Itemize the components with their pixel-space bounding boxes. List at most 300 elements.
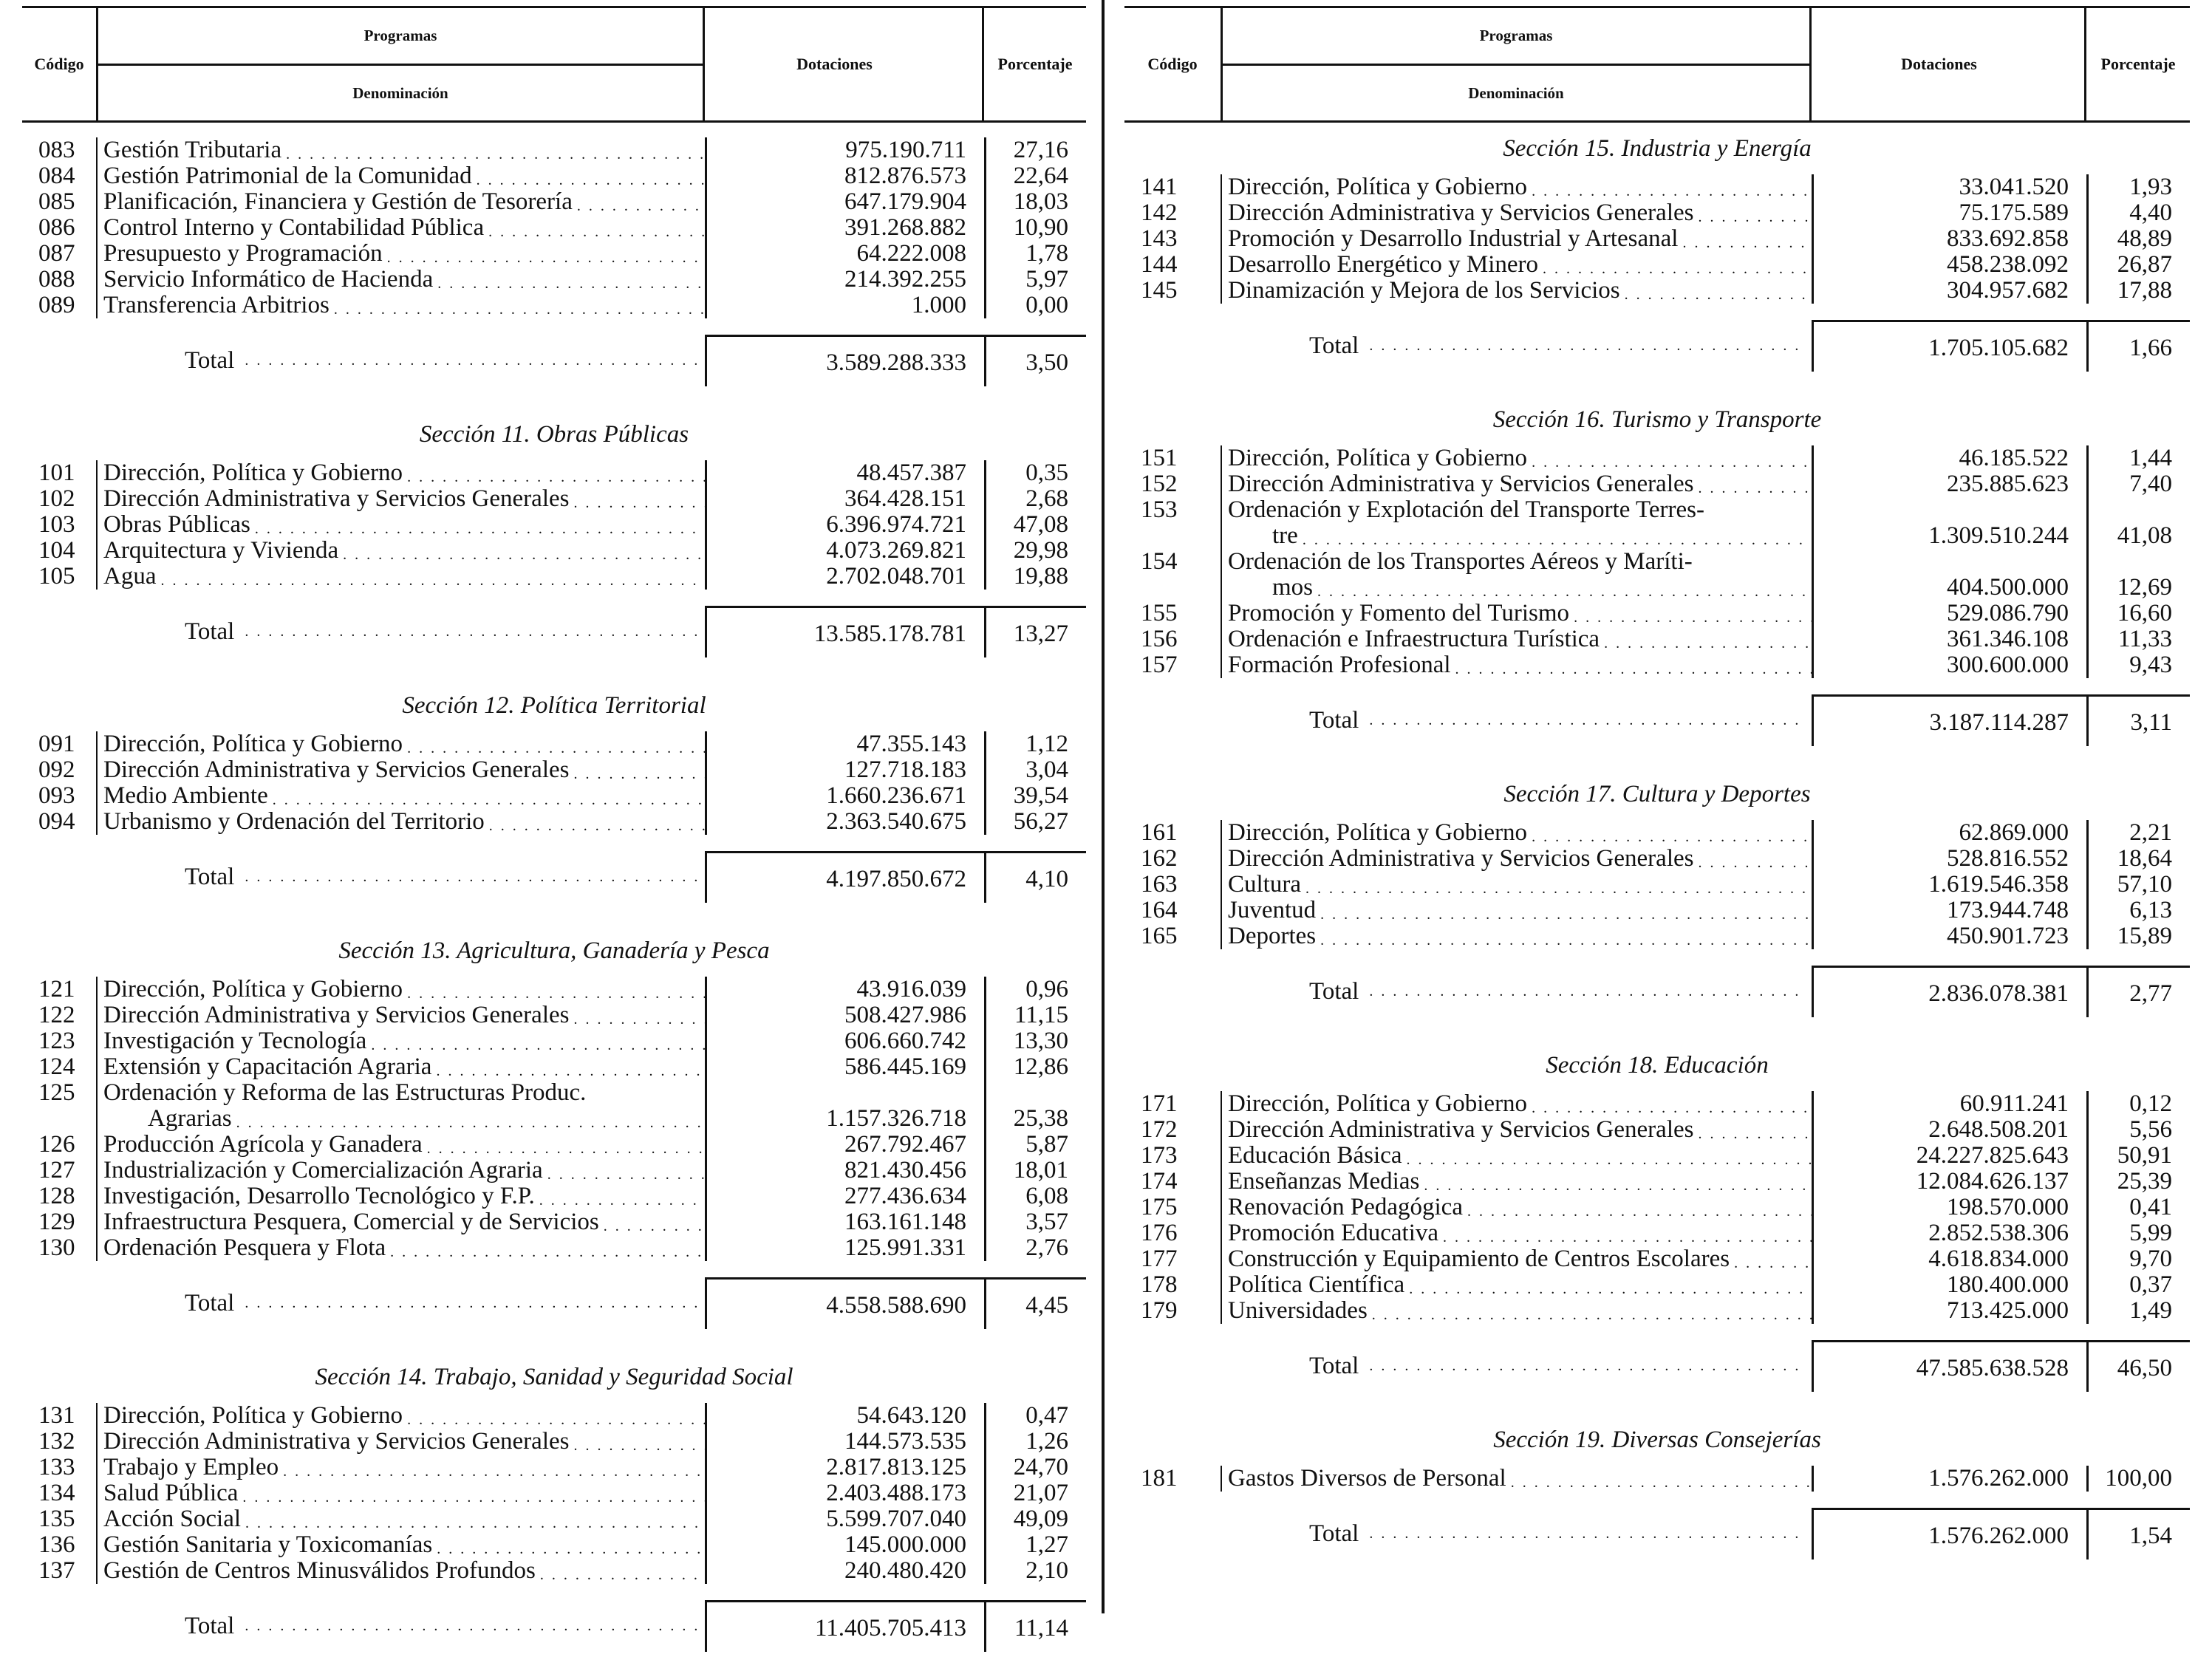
- allocation-amount: 975.190.711: [705, 137, 984, 163]
- program-name-cell: [96, 163, 705, 189]
- section-title: Sección 17. Cultura y Deportes: [1503, 781, 1811, 807]
- allocation-amount: 2.363.540.675: [705, 809, 984, 835]
- program-code: 133: [38, 1454, 75, 1480]
- program-name: Dirección Administrativa y Servicios Generales: [1228, 200, 1694, 226]
- dot-leader: [437, 1540, 705, 1558]
- table-row: [1124, 174, 2190, 200]
- percentage-value: 9,43: [2086, 652, 2190, 678]
- program-name: Trabajo y Empleo: [103, 1455, 279, 1480]
- allocation-amount: 1.309.510.244: [1812, 523, 2086, 549]
- percentage-value: 16,60: [2086, 601, 2190, 626]
- allocation-amount: 127.718.183: [705, 757, 984, 783]
- total-label: Total: [1309, 1520, 1359, 1547]
- program-name-cell: [1221, 445, 1812, 471]
- total-amount: 13.585.178.781: [705, 606, 984, 657]
- program-code: 136: [38, 1531, 75, 1558]
- percentage-value: 1,93: [2086, 174, 2190, 200]
- program-name-cell: [1221, 1117, 1812, 1143]
- allocation-amount: 821.430.456: [705, 1158, 984, 1183]
- program-name-cell: [96, 1532, 705, 1558]
- percentage-value: 2,76: [984, 1235, 1086, 1261]
- header-code: Código: [1147, 55, 1198, 73]
- program-name-cell: [96, 1455, 705, 1480]
- program-name: Agrarias: [148, 1106, 232, 1132]
- total-row: [1124, 1340, 2190, 1392]
- total-label: Total: [185, 1613, 235, 1639]
- section-gap: [22, 123, 1086, 137]
- dot-leader: [573, 765, 705, 783]
- program-name: Desarrollo Energético y Minero: [1228, 252, 1539, 278]
- section-title: Sección 15. Industria y Energía: [1503, 135, 1812, 162]
- program-name: Dirección, Política y Gobierno: [103, 731, 403, 757]
- program-name-cell: [96, 538, 705, 564]
- program-code: 091: [38, 731, 75, 757]
- table-row: [22, 977, 1086, 1002]
- percentage-value: 22,64: [984, 163, 1086, 189]
- program-code: 088: [38, 266, 75, 293]
- program-name: Renovación Pedagógica: [1228, 1195, 1463, 1220]
- program-name-cell: [96, 1080, 705, 1106]
- program-name: tre: [1272, 523, 1298, 549]
- program-name-cell: [96, 1429, 705, 1455]
- program-name: Dinamización y Mejora de los Servicios: [1228, 278, 1620, 304]
- allocation-amount: 391.268.882: [705, 215, 984, 241]
- allocation-amount: 508.427.986: [705, 1002, 984, 1028]
- allocation-amount: 144.573.535: [705, 1429, 984, 1455]
- table-row: [22, 783, 1086, 809]
- table-row: [1124, 846, 2190, 872]
- allocation-amount: 812.876.573: [705, 163, 984, 189]
- percentage-value: 24,70: [984, 1455, 1086, 1480]
- allocation-amount: 62.869.000: [1812, 820, 2086, 846]
- program-name: Dirección, Política y Gobierno: [103, 977, 403, 1002]
- table-row: [1124, 1272, 2190, 1298]
- program-code: 130: [38, 1234, 75, 1261]
- table-row: [22, 1403, 1086, 1429]
- program-name-cell: [1221, 652, 1812, 678]
- total-row: [1124, 1508, 2190, 1559]
- allocation-amount: 180.400.000: [1812, 1272, 2086, 1298]
- program-name-cell: [1221, 626, 1812, 652]
- program-code: 176: [1141, 1220, 1178, 1246]
- header-denomination: Denominación: [1468, 83, 1564, 102]
- program-name-cell: [1221, 549, 1812, 575]
- percentage-value: 29,98: [984, 538, 1086, 564]
- dot-leader: [1604, 635, 1812, 652]
- program-name: Gestión Tributaria: [103, 137, 282, 163]
- program-name-cell: [1221, 1143, 1812, 1169]
- dot-leader: [1532, 1099, 1812, 1117]
- allocation-amount: 145.000.000: [705, 1532, 984, 1558]
- percentage-value: 1,26: [984, 1429, 1086, 1455]
- section-title: Sección 18. Educación: [1546, 1052, 1769, 1079]
- section-gap: [1124, 1559, 2190, 1582]
- dot-leader: [1317, 583, 1812, 601]
- program-name-cell: [96, 241, 705, 267]
- total-name-cell: [1221, 1508, 1812, 1559]
- table-header: [22, 6, 1086, 123]
- table-row: [22, 163, 1086, 189]
- program-name-cell: [1221, 200, 1812, 226]
- allocation-amount: 404.500.000: [1812, 575, 2086, 601]
- section-gap: [22, 903, 1086, 925]
- total-row: [1124, 694, 2190, 746]
- allocation-amount: 364.428.151: [705, 486, 984, 512]
- program-name-cell: [1221, 1298, 1812, 1324]
- dot-leader: [1369, 320, 1812, 372]
- allocation-amount: 1.619.546.358: [1812, 872, 2086, 898]
- percentage-value: 1,27: [984, 1532, 1086, 1558]
- budget-section: [1124, 768, 2190, 1039]
- dot-leader: [1698, 854, 1812, 872]
- table-row: [22, 731, 1086, 757]
- allocation-amount: 125.991.331: [705, 1235, 984, 1261]
- program-name-cell: [1221, 1195, 1812, 1220]
- allocation-amount: 450.901.723: [1812, 923, 2086, 949]
- total-percentage: 13,27: [984, 606, 1086, 657]
- budget-section: [1124, 123, 2190, 394]
- header-denomination: Denominación: [352, 83, 448, 102]
- total-amount: 4.558.588.690: [705, 1277, 984, 1329]
- allocation-amount: 2.403.488.173: [705, 1480, 984, 1506]
- program-name: Promoción y Fomento del Turismo: [1228, 601, 1570, 626]
- allocation-amount: 267.792.467: [705, 1132, 984, 1158]
- program-code: 125: [38, 1079, 75, 1106]
- program-name: Ordenación e Infraestructura Turística: [1228, 626, 1600, 652]
- program-code: 084: [38, 163, 75, 189]
- program-name-cell: [1221, 575, 1812, 601]
- budget-section: [1124, 1414, 2190, 1582]
- allocation-amount: 1.576.262.000: [1812, 1466, 2086, 1492]
- dot-leader: [371, 1036, 705, 1054]
- percentage-value: 47,08: [984, 512, 1086, 538]
- dot-leader: [407, 1411, 705, 1429]
- allocation-amount: 458.238.092: [1812, 252, 2086, 278]
- percentage-value: 11,15: [984, 1002, 1086, 1028]
- dot-leader: [1574, 609, 1812, 626]
- dot-leader: [1543, 260, 1812, 278]
- program-name-cell: [1221, 1169, 1812, 1195]
- program-name: Dirección Administrativa y Servicios Generales: [103, 486, 570, 512]
- program-name: Política Científica: [1228, 1272, 1405, 1298]
- program-name: Acción Social: [103, 1506, 242, 1532]
- total-row: [22, 335, 1086, 386]
- program-name-cell: [1221, 846, 1812, 872]
- allocation-amount: 12.084.626.137: [1812, 1169, 2086, 1195]
- percentage-value: 100,00: [2086, 1466, 2190, 1492]
- program-code: [1124, 575, 1221, 601]
- dot-leader: [1467, 1203, 1812, 1220]
- total-name-cell: [96, 606, 705, 657]
- column-divider: [1102, 0, 1105, 1613]
- table-row: [1124, 626, 2190, 652]
- table-row: [22, 137, 1086, 163]
- program-code: 181: [1141, 1465, 1178, 1492]
- percentage-value: 25,38: [984, 1106, 1086, 1132]
- dot-leader: [1372, 1306, 1812, 1324]
- table-row: [1124, 820, 2190, 846]
- percentage-value: 18,64: [2086, 846, 2190, 872]
- allocation-amount: 1.000: [705, 293, 984, 318]
- total-percentage: 46,50: [2086, 1340, 2190, 1392]
- dot-leader: [1320, 906, 1812, 923]
- program-code: 163: [1141, 871, 1178, 898]
- percentage-value: 56,27: [984, 809, 1086, 835]
- allocation-amount: 75.175.589: [1812, 200, 2086, 226]
- total-amount: 47.585.638.528: [1812, 1340, 2086, 1392]
- program-name-cell: [96, 1506, 705, 1532]
- percentage-value: 9,70: [2086, 1246, 2190, 1272]
- allocation-amount: 606.660.742: [705, 1028, 984, 1054]
- percentage-value: 12,69: [2086, 575, 2190, 601]
- program-code: 144: [1141, 251, 1178, 278]
- program-name-cell: [1221, 226, 1812, 252]
- table-row: [1124, 226, 2190, 252]
- table-row: [1124, 1091, 2190, 1117]
- total-row: [22, 1600, 1086, 1652]
- allocation-amount: 173.944.748: [1812, 898, 2086, 923]
- program-code: 105: [38, 563, 75, 590]
- program-code: 173: [1141, 1142, 1178, 1169]
- table-row: [1124, 1143, 2190, 1169]
- program-name: Infraestructura Pesquera, Comercial y de Servicios: [103, 1209, 599, 1235]
- dot-leader: [573, 1437, 705, 1455]
- program-name-cell: [96, 215, 705, 241]
- table-header: [1124, 6, 2190, 123]
- program-code: 154: [1141, 548, 1178, 575]
- percentage-value: 0,37: [2086, 1272, 2190, 1298]
- total-row: [1124, 320, 2190, 372]
- program-name-cell: [96, 486, 705, 512]
- program-name: Transferencia Arbitrios: [103, 293, 330, 318]
- program-name-cell: [96, 1158, 705, 1183]
- table-row: [22, 215, 1086, 241]
- total-label: Total: [1309, 1353, 1359, 1379]
- total-amount: 3.589.288.333: [705, 335, 984, 386]
- right-table-body: [1124, 123, 2190, 1582]
- table-row: [22, 1558, 1086, 1584]
- budget-section: [22, 1351, 1086, 1674]
- dot-leader: [1369, 1508, 1812, 1559]
- dot-leader: [1424, 1177, 1812, 1195]
- program-code: 179: [1141, 1297, 1178, 1324]
- allocation-amount: 2.648.508.201: [1812, 1117, 2086, 1143]
- table-row: [22, 1506, 1086, 1532]
- program-code: 121: [38, 976, 75, 1002]
- table-row: [1124, 1195, 2190, 1220]
- total-amount: 3.187.114.287: [1812, 694, 2086, 746]
- total-label: Total: [185, 864, 235, 890]
- total-percentage: 3,50: [984, 335, 1086, 386]
- total-amount: 2.836.078.381: [1812, 966, 2086, 1017]
- program-name: Dirección, Política y Gobierno: [1228, 174, 1528, 200]
- program-name-cell: [1221, 820, 1812, 846]
- program-code: 161: [1141, 819, 1178, 846]
- program-name-cell: [96, 1209, 705, 1235]
- section-title: Sección 16. Turismo y Transporte: [1492, 406, 1822, 433]
- program-code: 134: [38, 1480, 75, 1506]
- percentage-value: 5,56: [2086, 1117, 2190, 1143]
- section-title: Sección 13. Agricultura, Ganadería y Pesca: [338, 937, 770, 964]
- table-row: [22, 1183, 1086, 1209]
- allocation-amount: 529.086.790: [1812, 601, 2086, 626]
- program-name-cell: [96, 293, 705, 318]
- table-row: [1124, 523, 2190, 549]
- header-programs: Programas: [1223, 8, 1809, 66]
- section-title: Sección 11. Obras Públicas: [419, 421, 689, 448]
- program-name: Universidades: [1228, 1298, 1368, 1324]
- program-name-cell: [96, 460, 705, 486]
- section-gap: [1124, 372, 2190, 394]
- total-row: [1124, 966, 2190, 1017]
- total-name-cell: [96, 335, 705, 386]
- percentage-value: 4,40: [2086, 200, 2190, 226]
- dot-leader: [1511, 1474, 1812, 1492]
- table-row: [1124, 1466, 2190, 1492]
- total-percentage: 2,77: [2086, 966, 2190, 1017]
- program-name-cell: [1221, 497, 1812, 523]
- dot-leader: [1532, 828, 1812, 846]
- program-name-cell: [96, 977, 705, 1002]
- program-code: [1124, 523, 1221, 549]
- dot-leader: [242, 1489, 705, 1506]
- dot-leader: [245, 1277, 705, 1329]
- table-row: [1124, 497, 2190, 523]
- dot-leader: [160, 572, 705, 590]
- program-name: Gestión Sanitaria y Toxicomanías: [103, 1532, 433, 1558]
- program-name-cell: [96, 1132, 705, 1158]
- allocation-amount: 46.185.522: [1812, 445, 2086, 471]
- dot-leader: [407, 985, 705, 1002]
- total-name-cell: [1221, 320, 1812, 372]
- left-table-body: [22, 123, 1086, 1674]
- total-percentage: 11,14: [984, 1600, 1086, 1652]
- program-code: 156: [1141, 626, 1178, 652]
- total-spacer: [22, 335, 96, 386]
- table-row: [1124, 1220, 2190, 1246]
- budget-section: [1124, 394, 2190, 768]
- percentage-value: 0,12: [2086, 1091, 2190, 1117]
- program-name: Gestión de Centros Minusválidos Profundos: [103, 1558, 536, 1584]
- program-code: 103: [38, 511, 75, 538]
- allocation-amount: 43.916.039: [705, 977, 984, 1002]
- program-name: Investigación, Desarrollo Tecnológico y F.P.: [103, 1183, 535, 1209]
- program-name: Construcción y Equipamiento de Centros Escolares: [1228, 1246, 1730, 1272]
- program-code: 128: [38, 1183, 75, 1209]
- dot-leader: [286, 146, 705, 163]
- program-name: Obras Públicas: [103, 512, 250, 538]
- allocation-amount: 48.457.387: [705, 460, 984, 486]
- program-name-cell: [1221, 278, 1812, 304]
- total-amount: 1.576.262.000: [1812, 1508, 2086, 1559]
- total-spacer: [1124, 694, 1221, 746]
- allocation-amount: 240.480.420: [705, 1558, 984, 1584]
- total-label: Total: [185, 618, 235, 645]
- dot-leader: [1369, 694, 1812, 746]
- allocation-amount: 2.852.538.306: [1812, 1220, 2086, 1246]
- program-code: 127: [38, 1157, 75, 1183]
- percentage-value: 39,54: [984, 783, 1086, 809]
- section-gap: [1124, 746, 2190, 768]
- allocation-amount: 586.445.169: [705, 1054, 984, 1080]
- program-name: Ordenación y Reforma de las Estructuras Produc.: [103, 1080, 587, 1106]
- dot-leader: [1320, 932, 1812, 949]
- program-name: Medio Ambiente: [103, 783, 268, 809]
- program-code: 142: [1141, 199, 1178, 226]
- percentage-value: 6,08: [984, 1183, 1086, 1209]
- section-gap: [1124, 1017, 2190, 1039]
- program-name-cell: [96, 1054, 705, 1080]
- table-row: [1124, 575, 2190, 601]
- program-code: 135: [38, 1506, 75, 1532]
- dot-leader: [1532, 182, 1812, 200]
- percentage-value: 0,96: [984, 977, 1086, 1002]
- program-name: Dirección, Política y Gobierno: [103, 460, 403, 486]
- table-row: [1124, 252, 2190, 278]
- program-code: 089: [38, 292, 75, 318]
- program-code: 175: [1141, 1194, 1178, 1220]
- table-row: [1124, 1117, 2190, 1143]
- percentage-value: 1,49: [2086, 1298, 2190, 1324]
- program-name-cell: [96, 267, 705, 293]
- section-gap: [22, 657, 1086, 680]
- allocation-amount: 24.227.825.643: [1812, 1143, 2086, 1169]
- table-row: [22, 757, 1086, 783]
- table-row: [22, 1002, 1086, 1028]
- program-name-cell: [96, 564, 705, 590]
- percentage-value: 27,16: [984, 137, 1086, 163]
- total-name-cell: [96, 1277, 705, 1329]
- program-name: Salud Pública: [103, 1480, 239, 1506]
- dot-leader: [1443, 1229, 1812, 1246]
- dot-leader: [1455, 660, 1812, 678]
- dot-leader: [387, 249, 705, 267]
- section-title: Sección 14. Trabajo, Sanidad y Seguridad Social: [315, 1364, 793, 1390]
- total-spacer: [1124, 966, 1221, 1017]
- program-code: 164: [1141, 897, 1178, 923]
- program-name: Servicio Informático de Hacienda: [103, 267, 434, 293]
- program-code: 087: [38, 240, 75, 267]
- allocation-amount: 198.570.000: [1812, 1195, 2086, 1220]
- program-code: 151: [1141, 445, 1178, 471]
- dot-leader: [573, 494, 705, 512]
- table-row: [22, 1209, 1086, 1235]
- program-name-cell: [96, 1480, 705, 1506]
- dot-leader: [245, 851, 705, 903]
- program-name: Cultura: [1228, 872, 1301, 898]
- percentage-value: 5,99: [2086, 1220, 2190, 1246]
- table-row: [22, 1054, 1086, 1080]
- program-name-cell: [96, 809, 705, 835]
- program-name: Gastos Diversos de Personal: [1228, 1466, 1506, 1492]
- allocation-amount: 235.885.623: [1812, 471, 2086, 497]
- total-amount: 1.705.105.682: [1812, 320, 2086, 372]
- allocation-amount: 54.643.120: [705, 1403, 984, 1429]
- dot-leader: [245, 335, 705, 386]
- program-code: 132: [38, 1428, 75, 1455]
- table-row: [1124, 898, 2190, 923]
- program-name: Dirección Administrativa y Servicios Generales: [1228, 471, 1694, 497]
- program-name-cell: [1221, 174, 1812, 200]
- table-row: [22, 241, 1086, 267]
- table-row: [1124, 1298, 2190, 1324]
- allocation-amount: 647.179.904: [705, 189, 984, 215]
- total-row: [22, 851, 1086, 903]
- program-code: 104: [38, 537, 75, 564]
- dot-leader: [1532, 454, 1812, 471]
- total-spacer: [1124, 320, 1221, 372]
- program-name-cell: [1221, 923, 1812, 949]
